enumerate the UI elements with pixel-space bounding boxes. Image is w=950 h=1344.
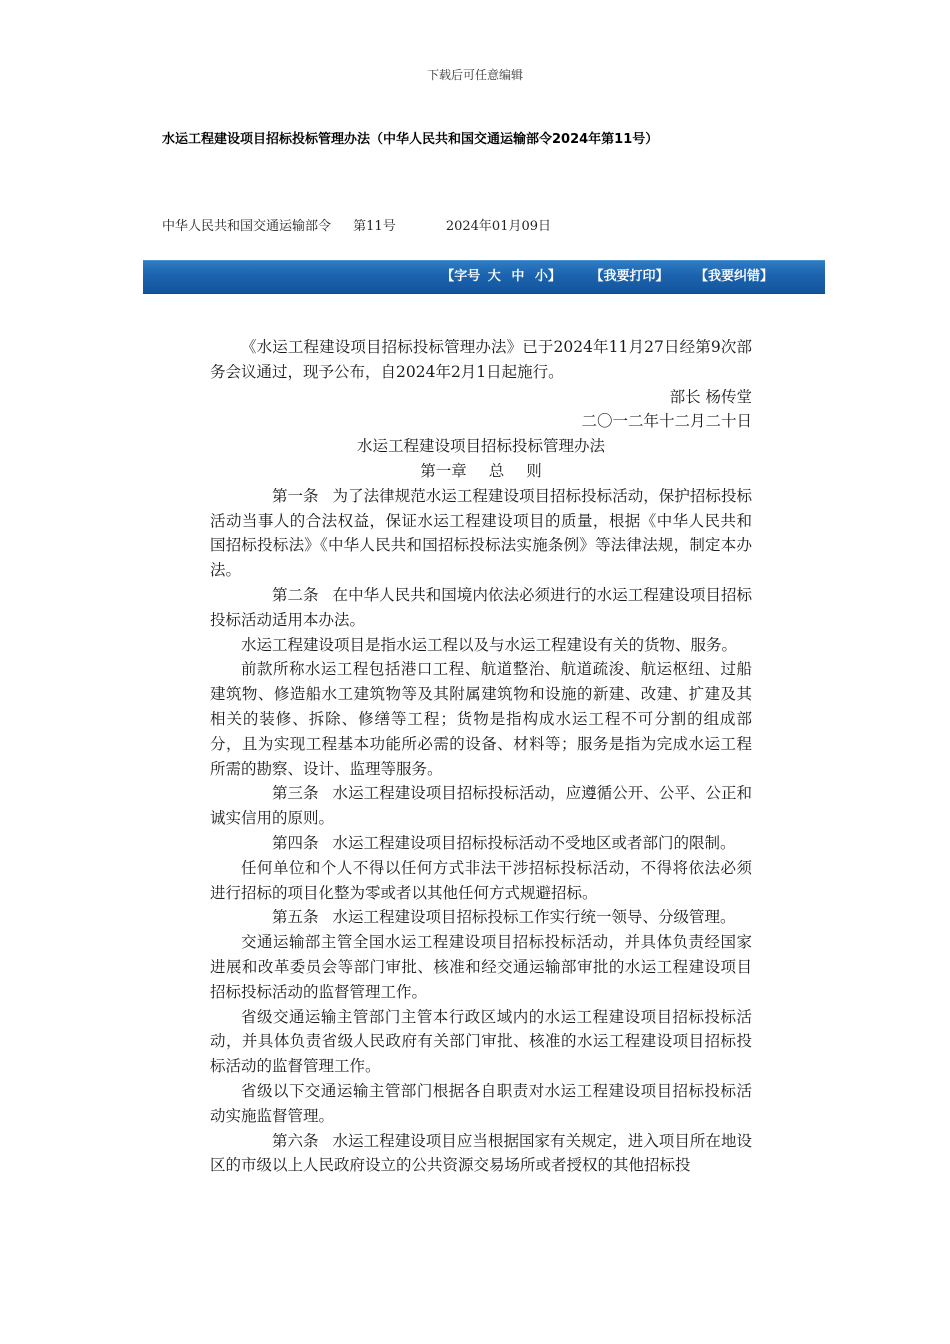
article-paragraph xyxy=(210,905,752,930)
article-paragraph xyxy=(210,583,752,633)
article-text: 任何单位和个人不得以任何方式非法干涉招标投标活动，不得将依法必须进行招标的项目化整为零或者以其他任何方式规避招标。 xyxy=(210,858,752,902)
law-title: 水运工程建设项目招标投标管理办法 xyxy=(356,437,605,456)
sign-date: 二〇一二年十二月二十日 xyxy=(581,412,752,431)
article-paragraph xyxy=(210,781,752,831)
article-label: 第二条 xyxy=(272,585,319,604)
article-text: 交通运输部主管全国水运工程建设项目招标投标活动，并具体负责经国家进展和改革委员会等部门审批、核准和经交通运输部审批的水运工程建设项目招标投标活动的监督管理工作。 xyxy=(210,933,752,1001)
document-body xyxy=(210,335,752,1178)
print-button[interactable]: 【我要打印】 xyxy=(590,269,669,284)
article-text: 省级交通运输主管部门主管本行政区域内的水运工程建设项目招标投标活动，并具体负责省级人民政府有关部门审批、核准的水运工程建设项目招标投标活动的监督管理工作。 xyxy=(210,1007,752,1076)
article-paragraph xyxy=(210,1005,752,1079)
article-label: 第一条 xyxy=(272,486,319,505)
document-title: 水运工程建设项目招标投标管理办法（中华人民共和国交通运输部令2024年第11号） xyxy=(162,132,659,147)
article-paragraph xyxy=(210,1079,752,1129)
article-paragraph xyxy=(210,831,752,856)
meta-line xyxy=(162,215,551,234)
article-paragraph xyxy=(210,856,752,906)
article-paragraph xyxy=(210,657,752,781)
article-text: 省级以下交通运输主管部门根据各自职责对水运工程建设项目招标投标活动实施监督管理。 xyxy=(210,1081,752,1125)
article-label: 第三条 xyxy=(272,784,319,803)
toolbar xyxy=(143,260,825,294)
chapter-heading xyxy=(210,459,752,484)
article-paragraph xyxy=(210,633,752,658)
article-paragraph xyxy=(210,484,752,583)
article-label: 第六条 xyxy=(272,1131,319,1150)
article-paragraph xyxy=(210,930,752,1004)
header-note: 下载后可任意编辑 xyxy=(426,68,523,82)
font-size-medium-button[interactable]: 中 xyxy=(511,269,525,284)
font-size-control xyxy=(441,261,564,293)
meta-issuer: 中华人民共和国交通运输部令 xyxy=(162,219,332,234)
article-text: 水运工程建设项目招标投标活动不受地区或者部门的限制。 xyxy=(332,833,736,852)
article-text: 在中华人民共和国境内依法必须进行的水运工程建设项目招标投标活动适用本办法。 xyxy=(210,585,752,629)
chapter-number: 第一章 xyxy=(420,461,467,480)
signer: 部长 杨传堂 xyxy=(669,387,752,406)
toolbar-items xyxy=(419,261,773,293)
intro-paragraph: 《水运工程建设项目招标投标管理办法》已于2024年11月27日经第9次部务会议通过，现予公布，自2024年2月1日起施行。 xyxy=(210,338,752,381)
font-size-label: 【字号 xyxy=(441,269,481,284)
article-text: 前款所称水运工程包括港口工程、航道整治、航道疏浚、航运枢纽、过船建筑物、修造船水工建筑物等及其附属建筑物和设施的新建、改建、扩建及其相关的装修、拆除、修缮等工程；货物是指构成水运工程不可分割的组成部分，且为实现工程基本功能所必需的设备、材料等；服务是指为完成水运工程所需的勘察、设计、监理等服务。 xyxy=(210,660,752,778)
article-label: 第四条 xyxy=(272,833,319,852)
article-text: 为了法律规范水运工程建设项目招标投标活动，保护招标投标活动当事人的合法权益，保证水运工程建设项目的质量，根据《中华人民共和国招标投标法》《中华人民共和国招标投标法实施条例》等法律法规，制定本办法。 xyxy=(210,486,752,580)
report-error-button[interactable]: 【我要纠错】 xyxy=(694,269,773,284)
article-text: 水运工程建设项目招标投标活动，应遵循公开、公平、公正和诚实信用的原则。 xyxy=(210,784,752,828)
chapter-name-1: 总 xyxy=(488,461,505,480)
article-text: 水运工程建设项目应当根据国家有关规定，进入项目所在地设区的市级以上人民政府设立的公共资源交易场所或者授权的其他招标投 xyxy=(210,1131,752,1175)
meta-date: 2024年01月09日 xyxy=(445,219,552,234)
font-size-small-button[interactable]: 小】 xyxy=(534,269,561,284)
article-label: 第五条 xyxy=(272,908,319,927)
meta-number: 第11号 xyxy=(353,219,396,234)
article-paragraph xyxy=(210,1129,752,1179)
font-size-large-button[interactable]: 大 xyxy=(487,269,501,284)
article-text: 水运工程建设项目是指水运工程以及与水运工程建设有关的货物、服务。 xyxy=(241,635,738,654)
chapter-name-2: 则 xyxy=(526,461,542,480)
article-text: 水运工程建设项目招标投标工作实行统一领导、分级管理。 xyxy=(332,908,736,927)
